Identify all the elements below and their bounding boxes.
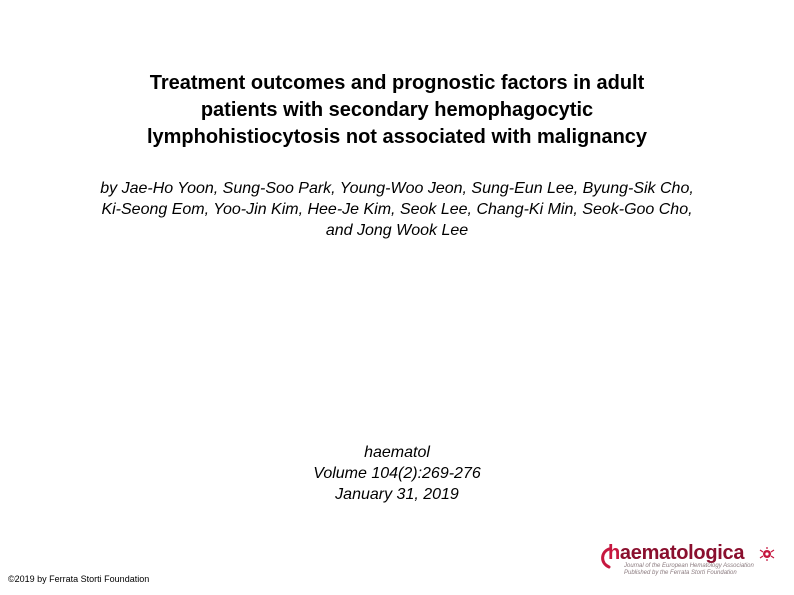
volume-pages: Volume 104(2):269-276 — [313, 465, 481, 482]
logo-subtitle: Journal of the European Hematology Association Published by the Ferrata Storti Foundation — [624, 563, 754, 576]
author-list — [30, 178, 764, 241]
slide-title — [60, 70, 734, 151]
title-line-3: lymphohistiocytosis not associated with malignancy — [146, 126, 648, 148]
publication-date: January 31, 2019 — [335, 486, 459, 503]
authors-line-1: by Jae-Ho Yoon, Sung-Soo Park, Young-Woo Jeon, Sung-Eun Lee, Byung-Sik Cho, — [100, 180, 694, 197]
logo-wordmark: haematologica — [608, 542, 745, 564]
authors-line-3: and Jong Wook Lee — [325, 222, 469, 239]
haematologica-logo — [598, 541, 778, 581]
copyright-notice: ©2019 by Ferrata Storti Foundation — [8, 574, 150, 584]
cell-emblem-icon — [758, 547, 776, 561]
citation-block — [247, 442, 547, 505]
title-line-1: Treatment outcomes and prognostic factors in adult — [149, 72, 645, 94]
title-line-2: patients with secondary hemophagocytic — [200, 99, 594, 121]
journal-name: haematol — [364, 444, 430, 461]
authors-line-2: Ki-Seong Eom, Yoo-Jin Kim, Hee-Je Kim, Seok Lee, Chang-Ki Min, Seok-Goo Cho, — [101, 201, 693, 218]
